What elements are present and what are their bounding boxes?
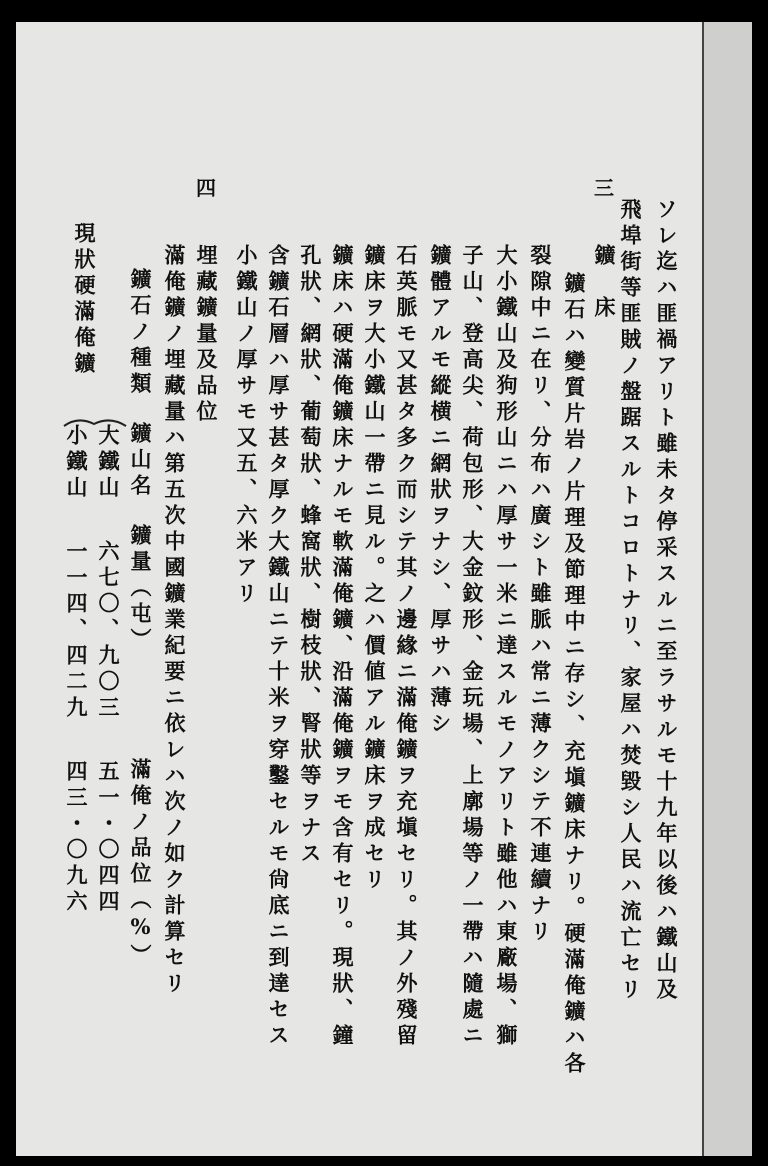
- text-column-1: ソレ迄ハ匪禍アリト雖未タ停采スルニ至ラサルモ十九年以後ハ鐵山及: [654, 198, 679, 1004]
- text-column-10: 鑛床ヲ大小鐵山一帶ニ見ル。之ハ價値アル鑛床ヲ成セリ: [362, 244, 387, 894]
- text-column-5: 裂隙中ニ在リ、分布ハ廣シト雖脈ハ常ニ薄クシテ不連續ナリ: [528, 244, 553, 946]
- text-column-7: 子山、登高尖、荷包形、大金鈫形、金玩場、上廓場等ノ一帶ハ隨處ニ: [460, 244, 485, 1050]
- table-row-2-tonnage: 一一四、四二九: [64, 540, 89, 722]
- text-column-14: 小鐵山ノ厚サモ又五、六米アリ: [234, 244, 259, 608]
- section-number-four: 四: [196, 176, 216, 200]
- page-fold-shadow: [704, 22, 752, 1156]
- text-column-12: 孔狀、網狀、葡萄狀、蜂窩狀、樹枝狀、腎狀等ヲナス: [298, 244, 323, 868]
- table-header-tonnage: 鑛量（屯）: [128, 524, 153, 654]
- text-column-16: 滿俺鑛ノ埋藏量ハ第五次中國鑛業紀要ニ依レハ次ノ如ク計算セリ: [162, 244, 187, 998]
- table-header-ore-type: 鑛石ノ種類: [128, 268, 153, 398]
- table-header-grade: 滿俺ノ品位（%）: [128, 758, 153, 970]
- table-row-1-tonnage: 六七〇、九〇三: [96, 540, 121, 722]
- section-heading-reserves: 埋藏鑛量及品位: [194, 244, 219, 426]
- table-row-2-mine: 小鐵山: [64, 424, 89, 502]
- section-number-three: 三: [594, 176, 614, 200]
- table-header-mine-name: 鑛山名: [128, 422, 153, 500]
- text-column-4: 鑛石ハ變質片岩ノ片理及節理中ニ存シ、充塡鑛床ナリ。硬滿俺鑛ハ各: [562, 272, 587, 1078]
- page-fold-line: [702, 22, 704, 1156]
- table-ore-type: 現狀硬滿俺鑛: [72, 222, 97, 378]
- text-column-9: 石英脈モ又甚タ多ク而シテ其ノ邊緣ニ滿俺鑛ヲ充塡セリ。其ノ外殘留: [394, 244, 419, 1050]
- table-row-2-grade: 四三・〇九六: [64, 760, 89, 916]
- text-column-8: 鑛體アルモ縱横ニ網狀ヲナシ、厚サハ薄シ: [428, 244, 453, 738]
- section-heading-ore-deposit: 鑛 床: [592, 244, 617, 322]
- document-page: [16, 22, 752, 1156]
- text-column-11: 鑛床ハ硬滿俺鑛床ナルモ軟滿俺鑛、沿滿俺鑛ヲモ含有セリ。現狀、鐘: [330, 244, 355, 1050]
- table-row-1-mine: 大鐵山: [96, 424, 121, 502]
- table-brace: [60, 412, 130, 432]
- text-column-6: 大小鐵山及狗形山ニハ厚サ一米ニ達スルモノアリト雖他ハ東廠場、獅: [494, 244, 519, 1050]
- text-column-2: 飛埠街等匪賊ノ盤踞スルトコロトナリ、家屋ハ焚毀シ人民ハ流亡セリ: [618, 198, 643, 1004]
- text-column-13: 含鑛石層ハ厚サ甚タ厚ク大鐵山ニテ十米ヲ穿鑿セルモ尙底ニ到達セス: [266, 244, 291, 1050]
- table-row-1-grade: 五一・〇四四: [96, 760, 121, 916]
